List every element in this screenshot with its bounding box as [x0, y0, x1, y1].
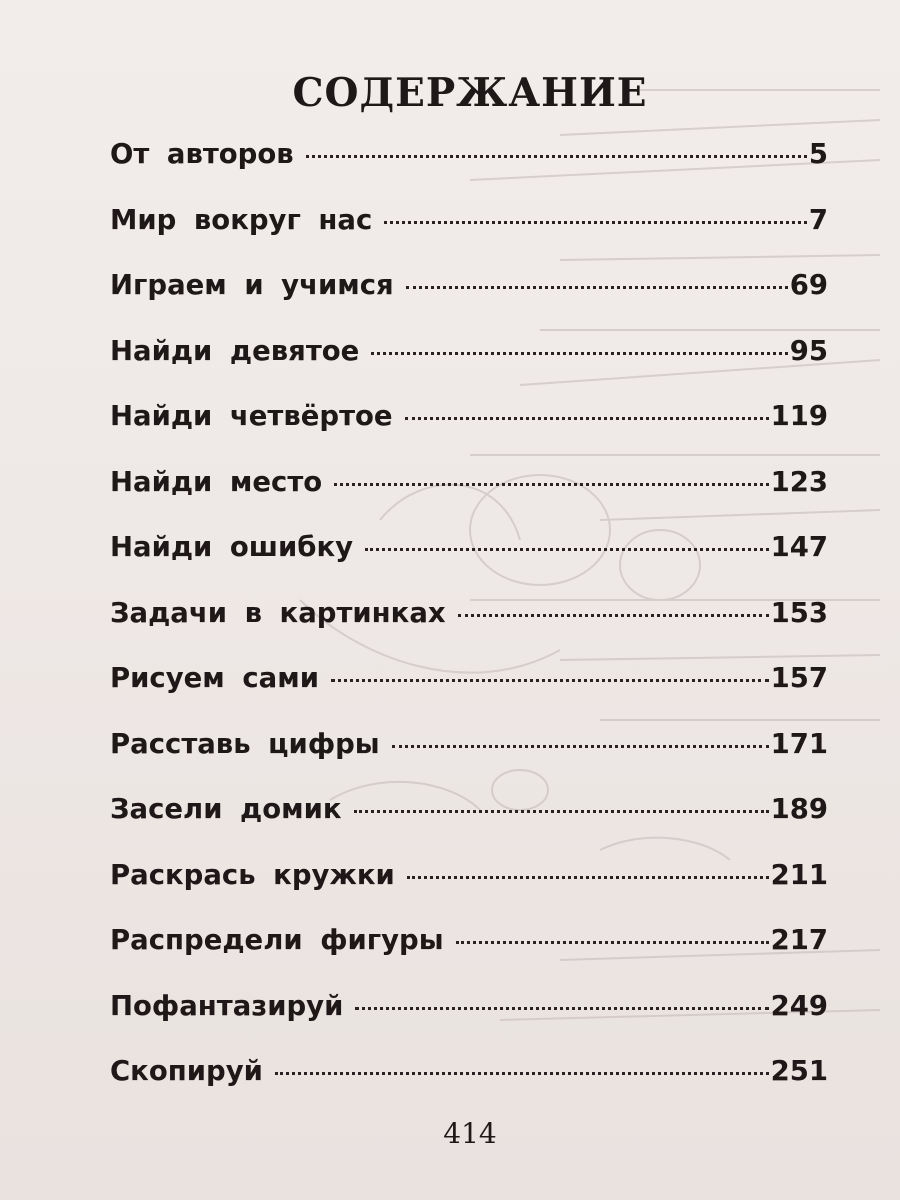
toc-entry: [110, 531, 828, 597]
dot-leader: [384, 221, 807, 224]
toc-entry-title: Пофантазируй: [110, 989, 344, 1022]
toc-entry: [110, 924, 828, 990]
toc-entry-page: 119: [770, 400, 828, 432]
dot-leader: [371, 352, 787, 355]
toc-entry-title: Играем и учимся: [110, 269, 394, 301]
toc-entry-page: 69: [789, 269, 828, 301]
toc-entry-title: Мир вокруг нас: [110, 203, 373, 236]
toc-entry: [110, 138, 828, 204]
toc-entry: [110, 990, 828, 1056]
toc-entry-page: 211: [770, 858, 828, 891]
toc-entry-page: 251: [770, 1055, 828, 1087]
toc-entry-title: Задачи в картинках: [110, 596, 446, 629]
toc-entry-page: 147: [770, 531, 828, 563]
table-of-contents: [110, 138, 828, 1121]
toc-entry: [110, 597, 828, 663]
dot-leader: [306, 155, 807, 158]
toc-entry: [110, 204, 828, 270]
dot-leader: [458, 614, 769, 617]
toc-entry: [110, 466, 828, 532]
toc-entry-title: Раскрась кружки: [110, 858, 395, 891]
toc-entry-page: 95: [789, 334, 828, 367]
page-number: 414: [443, 1117, 497, 1150]
dot-leader: [354, 810, 769, 813]
dot-leader: [405, 417, 769, 420]
dot-leader: [407, 876, 769, 879]
toc-entry-title: Найди четвёртое: [110, 400, 393, 432]
toc-entry-title: Засели домик: [110, 793, 342, 825]
dot-leader: [275, 1072, 769, 1075]
toc-entry-page: 171: [770, 727, 828, 760]
toc-entry-title: Скопируй: [110, 1055, 263, 1087]
toc-entry-page: 217: [770, 924, 828, 956]
toc-entry-title: Расставь цифры: [110, 727, 380, 760]
toc-entry-page: 249: [770, 989, 828, 1022]
toc-entry-title: Распредели фигуры: [110, 924, 444, 956]
toc-entry-page: 5: [808, 138, 828, 170]
toc-entry-page: 7: [808, 203, 828, 236]
toc-entry-title: Рисуем сами: [110, 662, 319, 694]
toc-entry-page: 153: [770, 596, 828, 629]
toc-entry: [110, 1055, 828, 1121]
toc-entry-page: 189: [770, 793, 828, 825]
toc-entry: [110, 269, 828, 335]
toc-entry-title: Найди девятое: [110, 334, 360, 367]
toc-entry: [110, 662, 828, 728]
toc-entry: [110, 335, 828, 401]
toc-entry: [110, 728, 828, 794]
toc-entry: [110, 793, 828, 859]
dot-leader: [456, 941, 769, 944]
toc-entry: [110, 400, 828, 466]
toc-entry-page: 123: [770, 465, 828, 498]
dot-leader: [365, 548, 769, 551]
toc-entry-title: Найди место: [110, 465, 323, 498]
dot-leader: [406, 286, 788, 289]
dot-leader: [331, 679, 769, 682]
dot-leader: [355, 1007, 768, 1010]
dot-leader: [392, 745, 769, 748]
toc-entry-page: 157: [770, 662, 828, 694]
dot-leader: [334, 483, 768, 486]
toc-entry-title: Найди ошибку: [110, 531, 354, 563]
toc-entry: [110, 859, 828, 925]
toc-entry-title: От авторов: [110, 138, 294, 170]
page-title: СОДЕРЖАНИЕ: [292, 70, 648, 116]
